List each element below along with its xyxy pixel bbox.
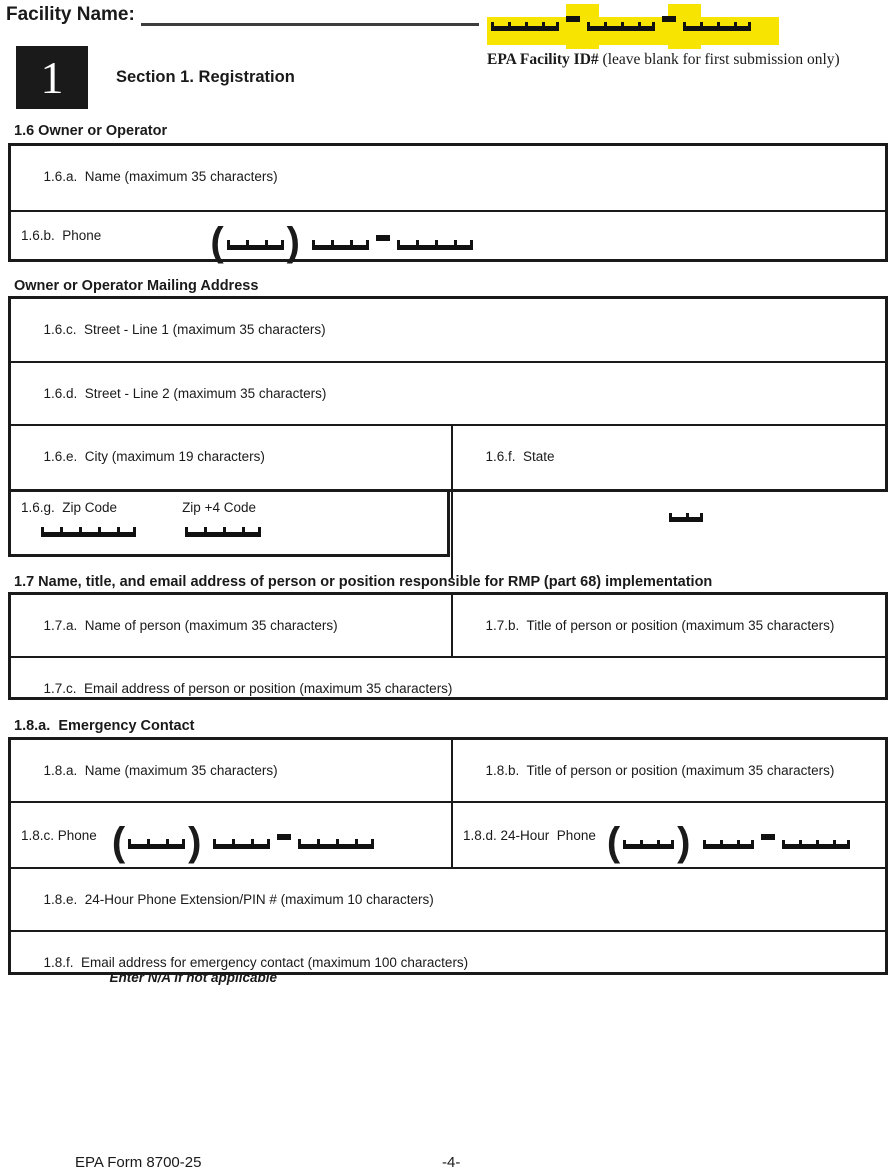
section-number-box: 1	[16, 46, 88, 109]
digit-cell	[350, 240, 369, 250]
phone-line-group[interactable]	[782, 840, 850, 849]
phone-prefix-group[interactable]	[703, 840, 754, 849]
field-1-6-d-street2[interactable]	[11, 363, 885, 424]
id-digit-group[interactable]	[491, 22, 559, 31]
facility-name-row	[6, 4, 479, 26]
field-1-7-c-label: 1.7.c. Email address of person or position (maximum 35 characters)	[43, 681, 453, 696]
phone-blank-field[interactable]	[109, 819, 375, 864]
field-1-6-a-label: 1.6.a. Name (maximum 35 characters)	[43, 169, 278, 184]
field-1-6-f-state[interactable]	[451, 426, 885, 578]
digit-cell	[454, 240, 473, 250]
digit-cell	[491, 22, 508, 31]
heading-mailing-address: Owner or Operator Mailing Address	[14, 278, 259, 294]
digit-cell	[717, 22, 734, 31]
epa-facility-id-caption	[487, 51, 840, 69]
digit-cell	[312, 240, 331, 250]
owner-operator-table	[8, 143, 888, 265]
digit-cell	[147, 839, 166, 849]
field-1-7-b-title[interactable]	[451, 595, 885, 656]
digit-cell	[128, 839, 147, 849]
email-na-note: Enter N/A if not applicable	[109, 970, 278, 985]
digit-cell	[703, 840, 720, 849]
digit-cell	[737, 840, 754, 849]
digit-cell	[117, 527, 136, 537]
digit-cell	[508, 22, 525, 31]
phone-area-code-group[interactable]	[227, 240, 284, 250]
phone-blank-field[interactable]	[604, 819, 850, 864]
zip4-label: Zip +4 Code	[182, 500, 256, 515]
digit-cell	[782, 840, 799, 849]
digit-cell	[204, 527, 223, 537]
field-1-6-e-label: 1.6.e. City (maximum 19 characters)	[43, 449, 265, 464]
field-1-6-f-label: 1.6.f. State	[485, 449, 555, 464]
digit-cell	[185, 527, 204, 537]
field-1-8-e-label: 1.8.e. 24-Hour Phone Extension/PIN # (maximum 10 characters)	[43, 892, 434, 907]
field-1-7-b-label: 1.7.b. Title of person or position (maximum 35 characters)	[485, 618, 835, 633]
dash-separator	[566, 16, 580, 22]
digit-cell	[525, 22, 542, 31]
epa-facility-id-caption-rest: (leave blank for first submission only)	[598, 51, 840, 68]
digit-cell	[60, 527, 79, 537]
field-1-7-c-email[interactable]	[11, 658, 885, 719]
digit-cell	[265, 240, 284, 250]
digit-cell	[246, 240, 265, 250]
digit-cell	[166, 839, 185, 849]
heading-owner-or-operator: 1.6 Owner or Operator	[14, 123, 168, 139]
facility-name-label: Facility Name:	[6, 4, 135, 25]
section-title: Section 1. Registration	[116, 68, 295, 86]
field-1-6-d-label: 1.6.d. Street - Line 2 (maximum 35 characters)	[43, 386, 327, 401]
field-1-8-f-email[interactable]	[11, 932, 885, 1008]
digit-cell	[604, 22, 621, 31]
rmp-responsible-table	[8, 592, 888, 700]
digit-cell	[657, 840, 674, 849]
footer-page-number: -4-	[442, 1154, 461, 1171]
close-paren: )	[286, 220, 300, 265]
digit-cell	[542, 22, 559, 31]
digit-cell	[355, 839, 374, 849]
digit-cell	[700, 22, 717, 31]
digit-cell	[799, 840, 816, 849]
digit-cell	[683, 22, 700, 31]
digit-cell	[734, 22, 751, 31]
digit-cell	[816, 840, 833, 849]
field-1-8-d-label: 1.8.d. 24-Hour Phone	[463, 827, 596, 843]
field-1-6-b-label: 1.6.b. Phone	[21, 227, 102, 243]
field-1-8-c-phone[interactable]	[11, 803, 451, 867]
footer-form-number: EPA Form 8700-25	[75, 1154, 202, 1171]
dash-separator	[662, 16, 676, 22]
open-paren: (	[111, 819, 126, 864]
zip4-blank-field[interactable]	[185, 527, 261, 537]
digit-cell	[79, 527, 98, 537]
field-1-8-f-label: 1.8.f. Email address for emergency contact (maximum 100 characters)	[43, 955, 469, 970]
epa-facility-id-block	[487, 2, 882, 74]
facility-name-blank-field[interactable]	[141, 7, 479, 26]
field-1-8-d-24hr-phone[interactable]	[451, 803, 885, 867]
open-paren: (	[606, 819, 621, 864]
close-paren: )	[188, 819, 202, 864]
digit-cell	[833, 840, 850, 849]
field-1-6-b-phone[interactable]	[11, 220, 885, 265]
digit-cell	[98, 527, 117, 537]
field-1-8-c-label: 1.8.c. Phone	[21, 827, 97, 843]
digit-cell	[720, 840, 737, 849]
digit-cell	[587, 22, 604, 31]
digit-cell	[331, 240, 350, 250]
field-1-6-c-street1[interactable]	[11, 299, 885, 361]
digit-cell	[686, 513, 703, 522]
close-paren: )	[677, 819, 691, 864]
heading-rmp-responsible: 1.7 Name, title, and email address of person or position responsible for RMP (part 68) implementation	[14, 574, 713, 590]
digit-cell	[242, 527, 261, 537]
digit-cell	[223, 527, 242, 537]
phone-line-group[interactable]	[298, 839, 374, 849]
field-1-6-g-zip[interactable]	[8, 492, 450, 557]
field-1-7-a-name[interactable]	[11, 595, 451, 656]
dash-separator	[277, 834, 291, 840]
digit-cell	[669, 513, 686, 522]
digit-cell	[435, 240, 454, 250]
id-digit-group[interactable]	[683, 22, 751, 31]
phone-area-code-group[interactable]	[623, 840, 674, 849]
section-banner	[16, 46, 295, 109]
field-1-6-g-label: 1.6.g. Zip Code	[21, 500, 118, 515]
digit-cell	[416, 240, 435, 250]
digit-cell	[41, 527, 60, 537]
heading-emergency-contact: 1.8.a. Emergency Contact	[14, 718, 195, 734]
digit-cell	[251, 839, 270, 849]
digit-cell	[232, 839, 251, 849]
state-blank-field[interactable]	[669, 513, 703, 522]
field-1-7-a-label: 1.7.a. Name of person (maximum 35 characters)	[43, 618, 338, 633]
field-1-8-e-extension[interactable]	[11, 869, 885, 930]
digit-cell	[638, 22, 655, 31]
digit-cell	[397, 240, 416, 250]
field-1-8-a-name[interactable]	[11, 740, 451, 801]
digit-cell	[336, 839, 355, 849]
field-1-8-a-label: 1.8.a. Name (maximum 35 characters)	[43, 763, 278, 778]
epa-facility-id-field[interactable]	[491, 16, 751, 31]
id-digit-group[interactable]	[587, 22, 655, 31]
phone-prefix-group[interactable]	[213, 839, 270, 849]
digit-cell	[317, 839, 336, 849]
epa-facility-id-caption-bold: EPA Facility ID#	[487, 51, 599, 68]
field-1-6-c-label: 1.6.c. Street - Line 1 (maximum 35 characters)	[43, 322, 326, 337]
field-1-8-b-label: 1.8.b. Title of person or position (maximum 35 characters)	[485, 763, 835, 778]
digit-cell	[621, 22, 638, 31]
phone-blank-field[interactable]	[207, 220, 473, 265]
emergency-contact-table	[8, 737, 888, 985]
open-paren: (	[210, 220, 224, 265]
phone-prefix-group[interactable]	[312, 240, 369, 250]
digit-cell	[298, 839, 317, 849]
phone-area-code-group[interactable]	[128, 839, 185, 849]
digit-cell	[640, 840, 657, 849]
phone-line-group[interactable]	[397, 240, 473, 250]
mailing-address-table	[8, 296, 888, 492]
field-1-8-b-title[interactable]	[451, 740, 885, 801]
dash-separator	[761, 834, 775, 840]
zip-blank-field[interactable]	[41, 527, 136, 537]
digit-cell	[623, 840, 640, 849]
digit-cell	[213, 839, 232, 849]
field-1-6-a-name[interactable]	[11, 146, 885, 210]
dash-separator	[376, 235, 390, 241]
digit-cell	[227, 240, 246, 250]
